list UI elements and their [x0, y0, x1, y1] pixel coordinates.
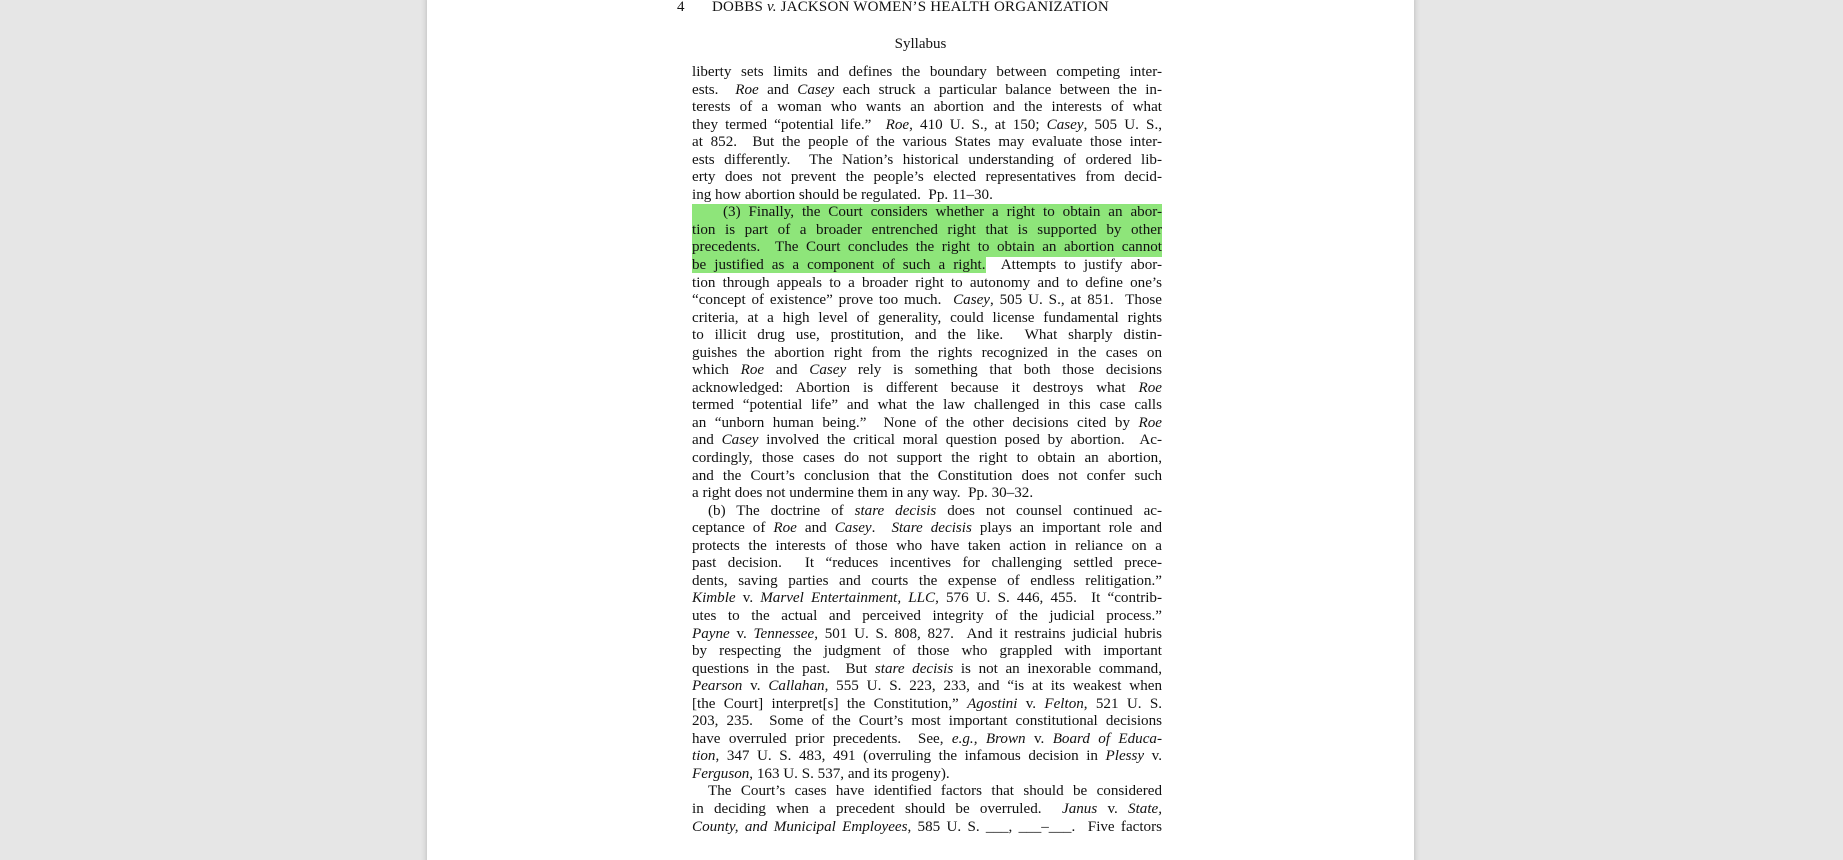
text-line: and the Court’s conclusion that the Constitution does not confer such: [692, 467, 1162, 484]
text-line: by respecting the judgment of those who grappled with important: [692, 643, 1162, 660]
text-line: in deciding when a precedent should be overruled. Janus v. State,: [692, 800, 1162, 817]
text-line: protects the interests of those who have taken action in reliance on a: [692, 537, 1162, 554]
page-number: 4: [677, 0, 685, 15]
text-line: at 852. But the people of the various States may evaluate those inter-: [692, 134, 1162, 151]
text-line: The Court’s cases have identified factors that should be considered: [708, 783, 1162, 800]
text-line: (b) The doctrine of stare decisis does not counsel continued ac-: [708, 502, 1162, 519]
text-line: they termed “potential life.” Roe, 410 U. S., at 150; Casey, 505 U. S.,: [692, 116, 1162, 133]
text-line: an “unborn human being.” None of the other decisions cited by Roe: [692, 414, 1162, 431]
text-line: a right does not undermine them in any way. Pp. 30–32.: [692, 485, 1034, 502]
text-line: guishes the abortion right from the rights recognized in the cases on: [692, 344, 1162, 361]
case-title: DOBBS v. JACKSON WOMEN’S HEALTH ORGANIZATION: [712, 0, 1109, 15]
text-line: “concept of existence” prove too much. Casey, 505 U. S., at 851. Those: [692, 292, 1162, 309]
text-line: Ferguson, 163 U. S. 537, and its progeny).: [692, 765, 950, 782]
text-line: tion through appeals to a broader right to autonomy and to define one’s: [692, 274, 1162, 291]
text-line: termed “potential life” and what the law challenged in this case calls: [692, 397, 1162, 414]
highlighted-line: tion is part of a broader entrenched right that is supported by other: [692, 221, 1162, 238]
text-line: ceptance of Roe and Casey. Stare decisis plays an important role and: [692, 520, 1163, 537]
highlighted-line: (3) Finally, the Court considers whether a right to obtain an abor-: [692, 204, 1162, 222]
text-line: ing how abortion should be regulated. Pp. 11–30.: [692, 186, 993, 203]
text-line: Payne v. Tennessee, 501 U. S. 808, 827. And it restrains judicial hubris: [692, 625, 1162, 642]
syllabus-text[interactable]: [692, 64, 1162, 836]
text-line: questions in the past. But stare decisis is not an inexorable command,: [692, 660, 1162, 677]
text-line: 203, 235. Some of the Court’s most important constitutional decisions: [692, 713, 1162, 730]
document-page: [427, 0, 1414, 860]
section-heading: Syllabus: [894, 36, 947, 52]
text-line: be justified as a component of such a right. Attempts to justify abor-: [692, 257, 1163, 274]
text-line: acknowledged: Abortion is different because it destroys what Roe: [692, 379, 1162, 396]
running-head: [427, 0, 1414, 18]
text-line: Kimble v. Marvel Entertainment, LLC, 576 U. S. 446, 455. It “contrib-: [692, 590, 1162, 607]
text-line: cordingly, those cases do not support the right to obtain an abortion,: [692, 450, 1162, 467]
text-line: past decision. It “reduces incentives for challenging settled prece-: [692, 555, 1162, 572]
text-line: utes to the actual and perceived integrity of the judicial process.”: [692, 607, 1162, 624]
text-line: County, and Municipal Employees, 585 U. S. ___, ___–___. Five factors: [692, 818, 1162, 835]
text-line: erty does not prevent the people’s elected representatives from decid-: [692, 169, 1162, 186]
text-line: ests. Roe and Casey each struck a particular balance between the in-: [692, 81, 1162, 98]
highlighted-line: precedents. The Court concludes the right to obtain an abortion cannot: [692, 239, 1162, 256]
text-line: Pearson v. Callahan, 555 U. S. 223, 233, and “is at its weakest when: [692, 678, 1162, 695]
text-line: tion, 347 U. S. 483, 491 (overruling the infamous decision in Plessy v.: [692, 748, 1162, 765]
text-line: criteria, at a high level of generality, could license fundamental rights: [692, 309, 1162, 326]
text-line: have overruled prior precedents. See, e.g., Brown v. Board of Educa-: [692, 730, 1162, 747]
text-line: and Casey involved the critical moral question posed by abortion. Ac-: [692, 432, 1162, 449]
highlighted-text: be justified as a component of such a right.: [692, 257, 986, 274]
text-line: [the Court] interpret[s] the Constitution,” Agostini v. Felton, 521 U. S.: [692, 695, 1163, 712]
text-line: to illicit drug use, prostitution, and the like. What sharply distin-: [692, 327, 1162, 344]
text-line: dents, saving parties and courts the expense of endless relitigation.”: [692, 572, 1162, 589]
text-line: terests of a woman who wants an abortion and the interests of what: [692, 99, 1162, 116]
text-line: liberty sets limits and defines the boundary between competing inter-: [692, 64, 1162, 80]
text-line: ests differently. The Nation’s historical understanding of ordered lib-: [692, 151, 1162, 168]
text-line: which Roe and Casey rely is something that both those decisions: [692, 362, 1162, 379]
